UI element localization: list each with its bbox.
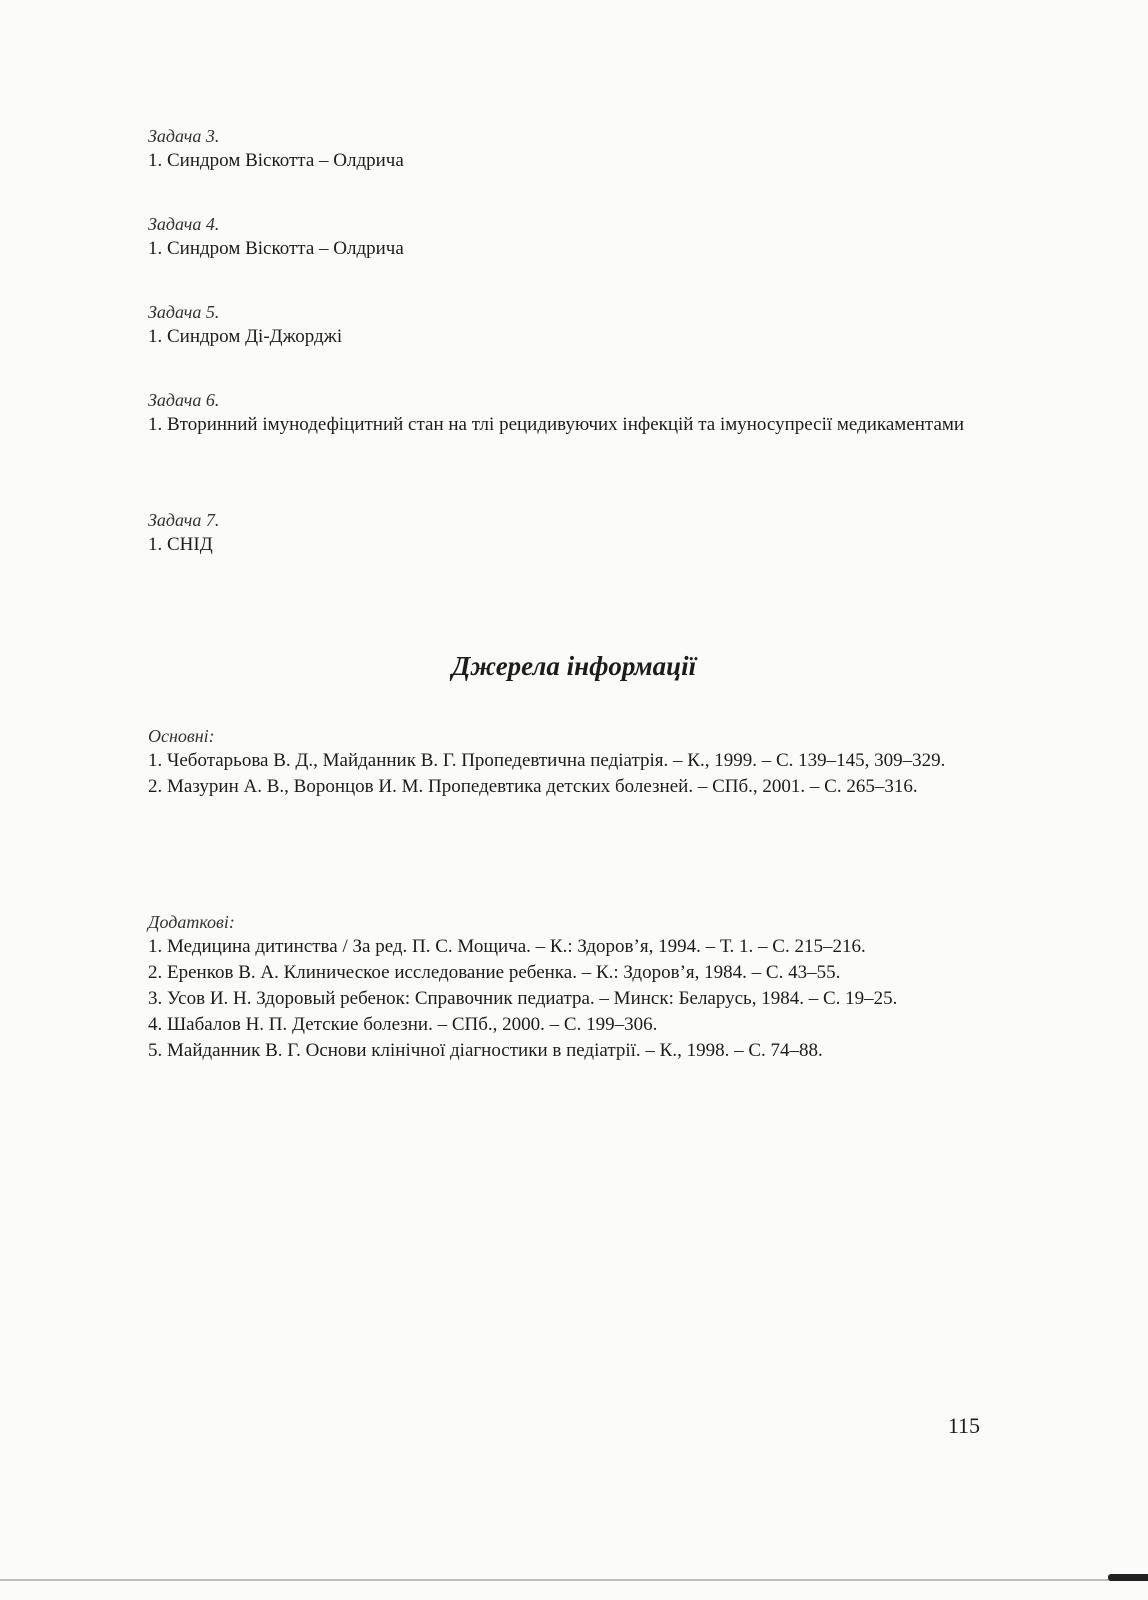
page-edge-mark bbox=[1108, 1574, 1148, 1581]
extra-references bbox=[76, 910, 978, 1064]
reference-item: 1. Чеботарьова В. Д., Майданник В. Г. Пропедевтична педіатрія. – К., 1999. – С. 139–145, 309–329. bbox=[148, 750, 946, 771]
task-label: Задача 7. bbox=[148, 510, 220, 530]
task-label: Задача 4. bbox=[148, 214, 220, 234]
task-3 bbox=[148, 124, 404, 174]
page-number: 115 bbox=[947, 1413, 980, 1438]
task-4 bbox=[148, 212, 404, 262]
sources-title: Джерела інформації bbox=[451, 651, 697, 681]
reference-item: 2. Мазурин А. В., Воронцов И. М. Пропедевтика детских болезней. – СПб., 2001. – С. 265–316. bbox=[148, 776, 918, 797]
main-references bbox=[76, 724, 978, 800]
task-answer: 1. Синдром Ді-Джорджі bbox=[148, 326, 343, 347]
main-references-label: Основні: bbox=[148, 726, 215, 746]
reference-item: 4. Шабалов Н. П. Детские болезни. – СПб., 2000. – С. 199–306. bbox=[148, 1014, 658, 1035]
task-6 bbox=[76, 388, 978, 438]
reference-item: 1. Медицина дитинства / За ред. П. С. Мощича. – К.: Здоров’я, 1994. – Т. 1. – С. 215–216. bbox=[148, 936, 866, 957]
reference-item: 5. Майданник В. Г. Основи клінічної діагностики в педіатрії. – К., 1998. – С. 74–88. bbox=[148, 1040, 823, 1061]
task-label: Задача 5. bbox=[148, 302, 220, 322]
task-answer: 1. Вторинний імунодефіцитний стан на тлі рецидивуючих інфекцій та імуносупресії медикаментами bbox=[148, 414, 965, 435]
reference-item: 3. Усов И. Н. Здоровый ребенок: Справочник педиатра. – Минск: Беларусь, 1984. – С. 19–25. bbox=[148, 988, 898, 1009]
reference-item: 2. Еренков В. А. Клиническое исследование ребенка. – К.: Здоров’я, 1984. – С. 43–55. bbox=[148, 962, 841, 983]
task-7 bbox=[148, 508, 219, 558]
task-5 bbox=[148, 300, 342, 350]
task-label: Задача 6. bbox=[148, 390, 220, 410]
task-label: Задача 3. bbox=[148, 126, 220, 146]
extra-references-label: Додаткові: bbox=[148, 912, 235, 932]
task-answer: 1. Синдром Віскотта – Олдрича bbox=[148, 238, 404, 259]
task-answer: 1. Синдром Віскотта – Олдрича bbox=[148, 150, 404, 171]
task-answer: 1. СНІД bbox=[148, 534, 213, 555]
bottom-divider bbox=[0, 1579, 1148, 1581]
